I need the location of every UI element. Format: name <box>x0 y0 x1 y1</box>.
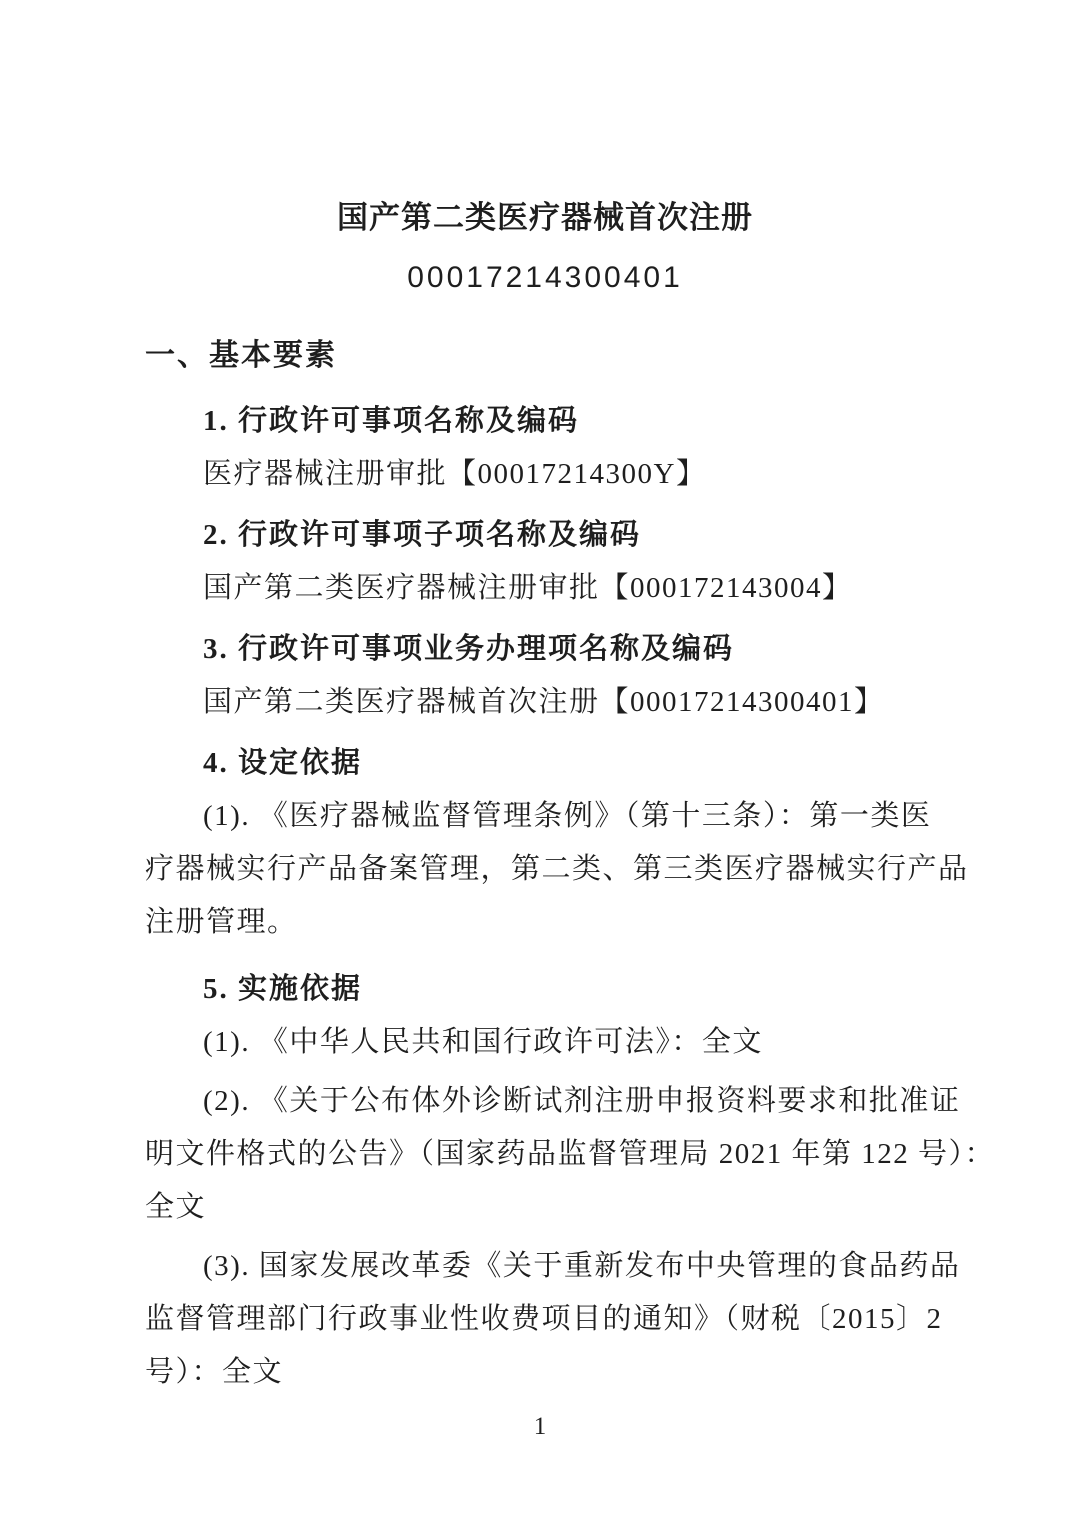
item-3-heading: 3. 行政许可事项业务办理项名称及编码 <box>203 633 735 665</box>
item-4-heading: 4. 设定依据 <box>203 747 363 779</box>
item-5-paragraph-3 <box>145 1240 961 1399</box>
item-5-paragraph-2 <box>145 1075 996 1234</box>
item-5-p2-line-2: 明文件格式的公告》（国家药品监督管理局 2021 年第 122 号）： <box>145 1138 996 1170</box>
item-1-line: 医疗器械注册审批【00017214300Y】 <box>203 458 707 490</box>
item-5-p3-line-2: 监督管理部门行政事业性收费项目的通知》（财税〔2015〕2 <box>145 1303 943 1335</box>
item-2-heading: 2. 行政许可事项子项名称及编码 <box>203 519 642 551</box>
item-5-p2-line-3: 全文 <box>145 1191 207 1223</box>
item-2-paragraph <box>145 562 945 615</box>
item-1-paragraph <box>145 448 945 501</box>
item-5-paragraph-1 <box>145 1016 945 1069</box>
item-4-establishment-basis <box>145 737 969 949</box>
item-2-sub-item-name-code <box>145 509 945 615</box>
item-5-heading: 5. 实施依据 <box>203 973 363 1005</box>
item-4-p1-line-2: 疗器械实行产品备案管理，第二类、第三类医疗器械实行产品 <box>145 853 969 885</box>
item-5-p2-line-1: (2). 《关于公布体外诊断试剂注册申报资料要求和批准证 <box>203 1085 961 1117</box>
doc-code: 00017214300401 <box>407 261 683 294</box>
item-1-heading: 1. 行政许可事项名称及编码 <box>203 405 580 437</box>
items-list <box>145 395 996 1399</box>
item-3-paragraph <box>145 676 945 729</box>
page-number: 1 <box>533 1413 547 1440</box>
item-5-p3-line-3: 号）：全文 <box>145 1356 284 1388</box>
item-4-p1-line-1: (1). 《医疗器械监督管理条例》（第十三条）：第一类医 <box>203 800 932 832</box>
item-2-line: 国产第二类医疗器械注册审批【000172143004】 <box>203 572 853 604</box>
item-5-implementation-basis <box>145 963 996 1399</box>
item-3-business-handling-name-code <box>145 623 945 729</box>
document-content <box>145 0 996 1399</box>
item-4-p1-line-3: 注册管理。 <box>145 906 298 938</box>
doc-title: 国产第二类医疗器械首次注册 <box>337 200 753 235</box>
item-5-p3-line-1: (3). 国家发展改革委《关于重新发布中央管理的食品药品 <box>203 1250 961 1282</box>
item-4-paragraph-1 <box>145 790 969 949</box>
item-3-line: 国产第二类医疗器械首次注册【00017214300401】 <box>203 686 885 718</box>
section-heading-basic-elements: 一、基本要素 <box>145 339 337 372</box>
item-1-licensing-matter-name-code <box>145 395 945 501</box>
item-5-p1-line-1: (1). 《中华人民共和国行政许可法》：全文 <box>203 1026 763 1058</box>
